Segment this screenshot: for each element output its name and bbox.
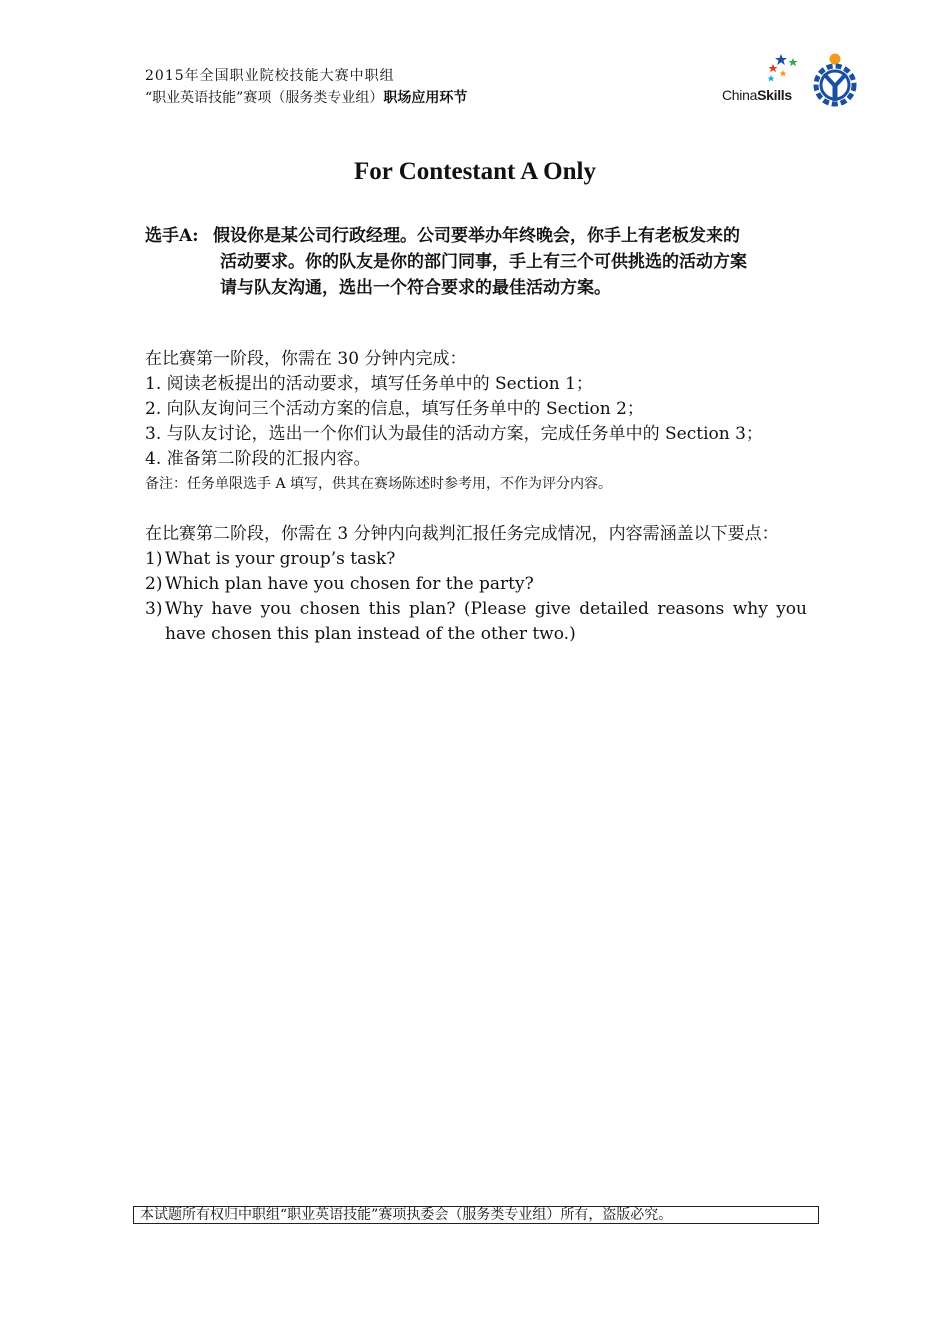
question-text: Why have you chosen this plan? (Please give detailed reasons why you have chosen this plan instead of the other two.): [165, 599, 807, 644]
role-line-1: 假设你是某公司行政经理。公司要举办年终晚会，你手上有老板发来的: [213, 226, 740, 246]
contestant-role-instructions: [145, 223, 815, 301]
stage-one-note: 备注：任务单限选手 A 填写，供其在赛场陈述时参考用，不作为评分内容。: [145, 476, 613, 492]
stage-two-section: [145, 522, 807, 647]
role-line-3: 请与队友沟通，选出一个符合要求的最佳活动方案。: [220, 278, 611, 298]
question-number: 3): [145, 599, 163, 619]
question-text: What is your group’s task?: [165, 549, 396, 569]
chinaskills-logo: [715, 50, 865, 110]
brand-text-light: China: [722, 87, 758, 103]
stage-two-intro: 在比赛第二阶段，你需在 3 分钟内向裁判汇报任务完成情况，内容需涵盖以下要点：: [145, 524, 779, 544]
header-section-name: 职场应用环节: [383, 90, 468, 106]
brand-text-bold: Skills: [757, 87, 792, 103]
question-number: 2): [145, 574, 163, 594]
copyright-footer: 本试题所有权归中职组“职业英语技能”赛项执委会（服务类专业组）所有，盗版必究。: [133, 1206, 819, 1224]
header-event-name: “职业英语技能”赛项（服务类专业组）: [145, 90, 384, 106]
chinaskills-wordmark: [722, 87, 792, 103]
stage-one-item: 4. 准备第二阶段的汇报内容。: [145, 449, 371, 469]
stage-one-item: 1. 阅读老板提出的活动要求，填写任务单中的 Section 1；: [145, 374, 593, 394]
question-item: [145, 572, 807, 597]
header-competition-line: 2015年全国职业院校技能大赛中职组: [145, 68, 395, 84]
stage-one-intro: 在比赛第一阶段，你需在 30 分钟内完成：: [145, 349, 467, 369]
stars-icon: [763, 52, 803, 88]
worldskills-emblem-icon: [810, 52, 860, 108]
question-item: [145, 547, 807, 572]
page-title: For Contestant A Only: [354, 158, 596, 185]
question-text: Which plan have you chosen for the party?: [165, 574, 534, 594]
question-item: [145, 597, 807, 647]
stage-one-section: [145, 347, 810, 496]
role-line-2: 活动要求。你的队友是你的部门同事，手上有三个可供挑选的活动方案: [220, 252, 747, 272]
stage-one-item: 3. 与队友讨论，选出一个你们认为最佳的活动方案，完成任务单中的 Section 3；: [145, 424, 763, 444]
role-label: 选手A:: [145, 226, 199, 246]
stage-one-item: 2. 向队友询问三个活动方案的信息，填写任务单中的 Section 2；: [145, 399, 644, 419]
page-header: [145, 66, 467, 109]
question-number: 1): [145, 549, 163, 569]
header-event-line: [145, 87, 467, 109]
